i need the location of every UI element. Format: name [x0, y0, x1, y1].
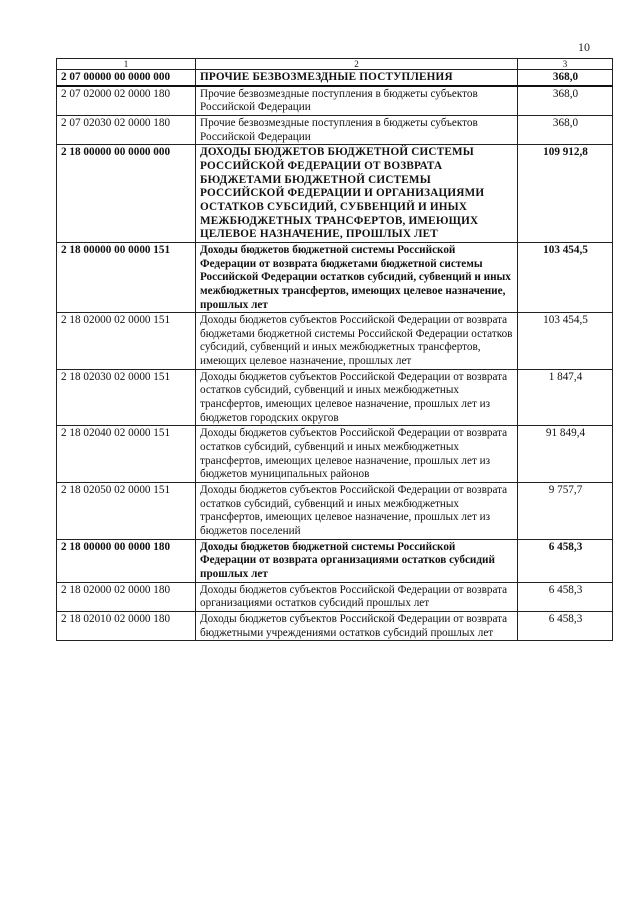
row-name: Доходы бюджетов субъектов Российской Федерации от возврата бюджетными учреждениями остатков субсидий прошлых лет [196, 611, 518, 640]
row-name: Доходы бюджетов субъектов Российской Федерации от возврата остатков субсидий, субвенций и иных межбюджетных трансфертов, имеющих целевое назначение, прошлых лет из бюджетов городских округов [196, 369, 518, 426]
column-header-amount: 3 [518, 59, 613, 70]
table-row [57, 483, 613, 540]
table-row [57, 86, 613, 116]
table-row [57, 313, 613, 370]
row-code: 2 18 02030 02 0000 151 [57, 369, 196, 426]
row-code: 2 18 00000 00 0000 000 [57, 145, 196, 243]
row-name: Доходы бюджетов субъектов Российской Федерации от возврата организациями остатков субсидий прошлых лет [196, 582, 518, 611]
row-amount: 6 458,3 [518, 582, 613, 611]
row-name: Прочие безвозмездные поступления в бюджеты субъектов Российской Федерации [196, 86, 518, 116]
row-code: 2 07 02000 02 0000 180 [57, 86, 196, 116]
row-code: 2 18 02010 02 0000 180 [57, 611, 196, 640]
table-header-row [57, 59, 613, 70]
column-header-name: 2 [196, 59, 518, 70]
row-amount: 109 912,8 [518, 145, 613, 243]
row-code: 2 18 02040 02 0000 151 [57, 426, 196, 483]
table-row [57, 369, 613, 426]
table-row [57, 426, 613, 483]
row-code: 2 18 02050 02 0000 151 [57, 483, 196, 540]
row-amount: 103 454,5 [518, 242, 613, 312]
row-code: 2 18 00000 00 0000 180 [57, 539, 196, 582]
table-row [57, 582, 613, 611]
table-row [57, 539, 613, 582]
revenue-table [56, 58, 613, 641]
row-name: Доходы бюджетов бюджетной системы Российской Федерации от возврата бюджетами бюджетной системы Российской Федерации остатков субсидий, субвенций и иных межбюджетных трансфертов, имеющих целевое назначение, прошлых лет [196, 242, 518, 312]
row-name: Прочие безвозмездные поступления в бюджеты субъектов Российской Федерации [196, 115, 518, 144]
table-row [57, 115, 613, 144]
row-amount: 103 454,5 [518, 313, 613, 370]
row-name: Доходы бюджетов субъектов Российской Федерации от возврата остатков субсидий, субвенций и иных межбюджетных трансфертов, имеющих целевое назначение, прошлых лет из бюджетов муниципальных районов [196, 426, 518, 483]
page-number: 10 [578, 40, 590, 54]
row-name: Доходы бюджетов субъектов Российской Федерации от возврата остатков субсидий, субвенций и иных межбюджетных трансфертов, имеющих целевое назначение, прошлых лет из бюджетов поселений [196, 483, 518, 540]
table-row [57, 70, 613, 86]
row-amount: 6 458,3 [518, 539, 613, 582]
row-amount: 1 847,4 [518, 369, 613, 426]
row-code: 2 07 02030 02 0000 180 [57, 115, 196, 144]
row-name: ДОХОДЫ БЮДЖЕТОВ БЮДЖЕТНОЙ СИСТЕМЫ РОССИЙСКОЙ ФЕДЕРАЦИИ ОТ ВОЗВРАТА БЮДЖЕТАМИ БЮДЖЕТНОЙ СИСТЕМЫ РОССИЙСКОЙ ФЕДЕРАЦИИ И ОРГАНИЗАЦИЯМИ ОСТАТКОВ СУБСИДИЙ, СУБВЕНЦИЙ И ИНЫХ МЕЖБЮДЖЕТНЫХ ТРАНСФЕРТОВ, ИМЕЮЩИХ ЦЕЛЕВОЕ НАЗНАЧЕНИЕ, ПРОШЛЫХ ЛЕТ [196, 145, 518, 243]
column-header-code: 1 [57, 59, 196, 70]
row-name: Доходы бюджетов субъектов Российской Федерации от возврата бюджетами бюджетной системы Российской Федерации остатков субсидий, субвенций и иных межбюджетных трансфертов, имеющих целевое назначение, прошлых лет [196, 313, 518, 370]
table-row [57, 611, 613, 640]
row-name: Доходы бюджетов бюджетной системы Российской Федерации от возврата организациями остатков субсидий прошлых лет [196, 539, 518, 582]
row-amount: 91 849,4 [518, 426, 613, 483]
row-code: 2 18 02000 02 0000 180 [57, 582, 196, 611]
row-code: 2 07 00000 00 0000 000 [57, 70, 196, 86]
row-code: 2 18 00000 00 0000 151 [57, 242, 196, 312]
row-code: 2 18 02000 02 0000 151 [57, 313, 196, 370]
row-amount: 6 458,3 [518, 611, 613, 640]
table-row [57, 145, 613, 243]
row-amount: 9 757,7 [518, 483, 613, 540]
row-name: ПРОЧИЕ БЕЗВОЗМЕЗДНЫЕ ПОСТУПЛЕНИЯ [196, 70, 518, 86]
row-amount: 368,0 [518, 70, 613, 86]
row-amount: 368,0 [518, 115, 613, 144]
row-amount: 368,0 [518, 86, 613, 116]
table-row [57, 242, 613, 312]
